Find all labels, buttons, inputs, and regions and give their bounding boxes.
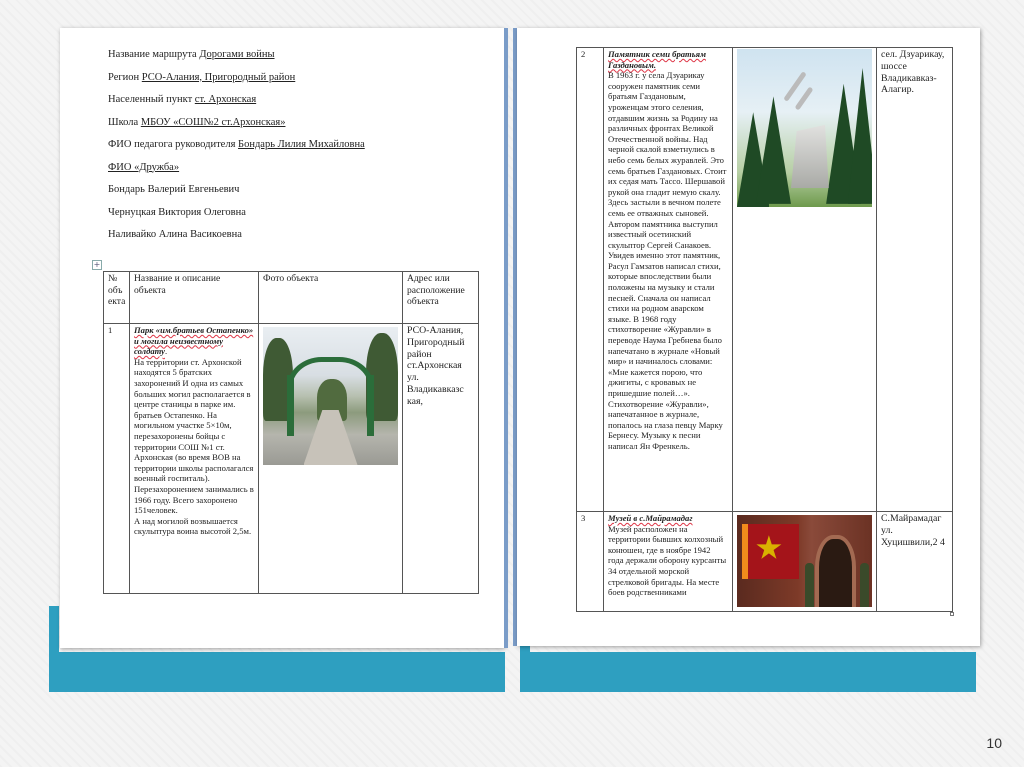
objects-table-continued [576,47,953,612]
teacher-value: Бондарь Лилия Михайловна [238,139,365,150]
row-address: С.Майрамадаг ул. Хуцишвили,2 4 [877,512,953,612]
row-photo-cell [259,324,403,594]
table-row [104,324,479,594]
row-photo-cell [733,48,877,512]
row-text: На территории ст. Архонской находятся 5 братских захоронений И одна из самых больших могил располагается в центре станицы в парке им. братьев Остапенко. На могильном участке 5×10м, перезахоронены бойцы с территории СОШ №1 ст. Архонская (во время ВОВ на территории школы располагался военный госпиталь). Перезахоронением занимались в 1966 году. Всего захоронено 151человек. [134,356,254,516]
monument-cranes-photo [737,49,872,207]
header-address: Адрес или расположение объекта [403,272,479,324]
row-number: 3 [577,512,604,612]
member-line: Наливайко Алина Васикоевна [108,229,242,240]
locality-value: ст. Архонская [194,94,257,105]
row-number: 2 [577,48,604,512]
decor-accent-left [49,606,59,656]
header-title: Название и описание объекта [130,272,259,324]
row-text: В 1963 г. у села Дзуарикау сооружен памятник семи братьям Газдановым, уроженцам этого селения, отдавшим жизнь за Родину на различных фронтах Великой Отечественной войны. Над черной скалой взметнулись в небо семь белых журавлей. Это семь братьев Газдановых. Стоит их седая мать Тассо. Шершавой рукой она гладит немую скалу. Здесь застыли в вечном полете семь ее отважных сыновей. Автором памятника выступил известный осетинский скульптор Сергей Санакоев. Увидев именно этот памятник, Расул Гамзатов написал стихи, которые впоследствии были положены на музыку и стали песней. Сначала он написал стихи на родном аварском языке. В 1968 году стихотворение «Журавли» в переводе Наума Гребнева было напечатано в журнале «Новый мир» и начиналось словами: «Мне кажется порою, что джигиты, с кровавых не пришедшие полей…». Стихотворение «Журавли», напечатанное в журнале, попалось на глаза певцу Марку Бернесу. Музыку к песни написал Ян Френкель. [608,70,727,451]
row-description [604,512,733,612]
school-value: МБОУ «СОШ№2 ст.Архонская» [140,116,286,128]
row-description [604,48,733,512]
member-line: Чернуцкая Виктория Олеговна [108,206,246,218]
table-move-handle[interactable]: + [93,260,101,269]
route-line: Название маршрута Дорогами войны [108,49,275,60]
row-title: Памятник семи братьям Газдановым. [608,49,706,70]
header-number: № объ екта [104,272,130,324]
header-photo: Фото объекта [259,272,403,324]
row-text: Музей расположен на территории бывших колхозный конюшен, где в ноябре 1942 года держали оборону курсанты 34 отдельной морской стрелковой бригады. На месте боев родственниками [608,523,727,598]
page-edge-left [504,28,508,648]
document-page-left [60,28,504,648]
row-number: 1 [104,324,130,594]
row-title: Музей в с.Майрамадаг [608,513,693,523]
row-description: Парк «им.братьев Остапенко» и могила неизвестному солдату. На территории ст. Архонской находятся 5 братских захоронений И одна из самых больших могил располагается в центре станицы в парке им. братьев Остапенко. На могильном участке 5×10м, перезахоронены бойцы с территории СОШ №1 ст. Архонская (во время ВОВ на территории школы располагался военный госпиталь). Перезахоронением занимались в 1966 году. Всего захоронено 151человек. А над могилой возвышается скульптура воина высотой 2,5м. [130,324,259,594]
table-row [577,48,953,512]
school-line: Школа МБОУ «СОШ№2 ст.Архонская» [108,116,286,128]
row-photo-cell [733,512,877,612]
row-text-2: А над могилой возвышается скульптура воина высотой 2,5м. [134,515,252,537]
row-title: Парк «им.братьев Остапенко» и могила неизвестному солдату [134,325,254,357]
member-line: Бондарь Валерий Евгеньевич [108,184,240,195]
row-address: сел. Дзуарикау, шоссе Владикавказ-Алагир. [877,48,953,512]
locality-line: Населенный пункт ст. Архонская [108,94,257,105]
region-value: РСО-Алания, Пригородный район [141,71,296,83]
table-header-row [104,272,479,324]
slide-number: 10 [986,735,1002,751]
document-page-right [517,28,980,646]
route-value: Дорогами войны [199,49,275,60]
decor-bar-left [49,652,505,692]
region-line: Регион РСО-Алания, Пригородный район [108,71,296,83]
row-address: РСО-Алания, Пригородный район ст.Архонская ул. Владикавказс кая, [403,324,479,594]
teacher-line: ФИО педагога руководителя Бондарь Лилия Михайловна [108,139,365,150]
table-resize-handle[interactable] [950,612,954,616]
park-gate-photo [263,327,398,465]
route-info [108,48,488,251]
museum-entrance-photo [737,515,872,607]
team-line: ФИО «Дружба» [108,161,180,173]
table-row [577,512,953,612]
decor-bar-right [520,652,976,692]
objects-table [103,271,479,594]
